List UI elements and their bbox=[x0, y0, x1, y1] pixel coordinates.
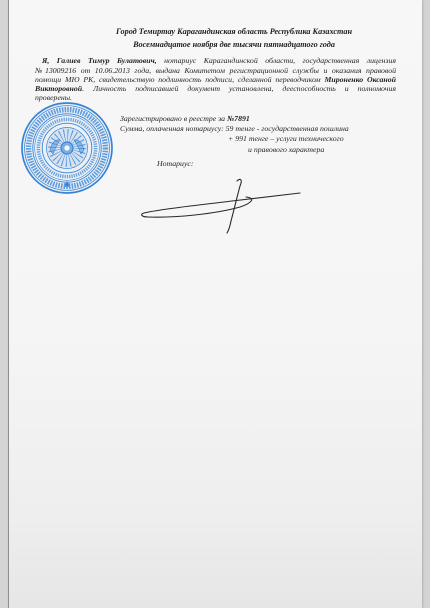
certification-text: проверены. bbox=[35, 93, 72, 103]
registry-and-fees bbox=[120, 114, 410, 155]
translator-name: Мироненко Оксаной bbox=[324, 74, 396, 84]
fee-state-duty: Сумма, оплаченная нотариусу: 59 тенге - государственная пошлина bbox=[120, 124, 349, 134]
certification-paragraph bbox=[35, 56, 396, 102]
registry-label: Зарегистрировано в реестре за bbox=[120, 113, 228, 123]
fee-services-line: + 991 тенге – услуги технического bbox=[228, 134, 344, 144]
header-city-line: Город Темиртау Карагандинская область Республика Казахстан bbox=[115, 27, 353, 36]
certification-text: нотариус Карагандинской области, государственная лицензия bbox=[156, 56, 396, 66]
certification-line bbox=[35, 93, 396, 102]
registry-line bbox=[120, 114, 410, 124]
certification-line bbox=[35, 75, 396, 84]
certification-text: помощи МЮ РК, свидетельствую подлинность подписи, сделанной переводчиком bbox=[35, 74, 325, 84]
fee-services-line: и правового характера bbox=[248, 144, 325, 154]
document-header bbox=[100, 26, 368, 51]
header-date-line: Восемнадцатое ноября две тысячи пятнадцатого года bbox=[133, 39, 335, 49]
registry-number: №7891 bbox=[227, 113, 250, 123]
certification-line bbox=[35, 66, 396, 75]
notary-signature-label: Нотариус: bbox=[157, 159, 194, 168]
certification-text: . Личность подписавшей документ установлена, дееспособность и полномочия bbox=[82, 84, 396, 94]
certification-line bbox=[35, 56, 396, 65]
notary-name: Я, Галиев Тимур Булатович, bbox=[42, 56, 157, 66]
translator-name: Викторовной bbox=[35, 84, 83, 94]
certification-text: №13009216 от 10.06.2013 года, выдана Комитетом регистрационной службы и оказания правовой bbox=[35, 65, 396, 75]
certification-line bbox=[35, 84, 396, 93]
